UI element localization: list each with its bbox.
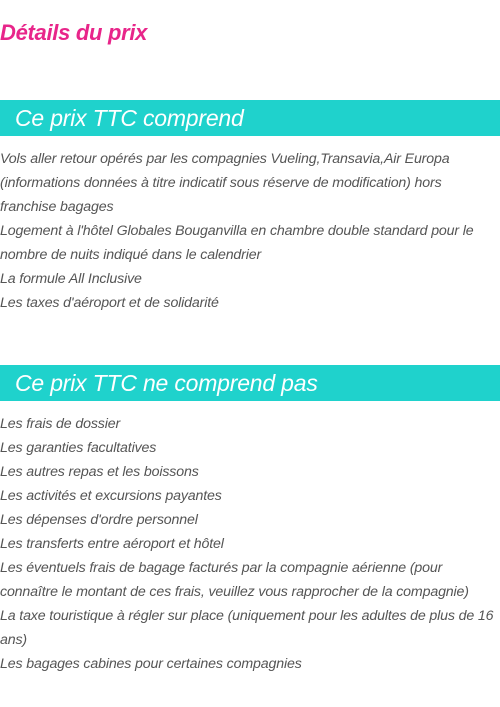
page-title: Détails du prix — [0, 20, 148, 45]
excluded-section-header: Ce prix TTC ne comprend pas — [0, 365, 500, 401]
included-list — [0, 147, 498, 315]
list-item: Les garanties facultatives — [0, 440, 157, 456]
included-section-header: Ce prix TTC comprend — [0, 100, 500, 136]
list-item: Les dépenses d'ordre personnel — [0, 512, 198, 528]
excluded-list — [0, 412, 498, 676]
list-item: Les transferts entre aéroport et hôtel — [0, 536, 224, 552]
list-item: Vols aller retour opérés par les compagnies Vueling,Transavia,Air Europa (informations données à titre indicatif sous réserve de modification) hors franchise bagages — [0, 151, 450, 215]
list-item: Les taxes d'aéroport et de solidarité — [0, 295, 219, 311]
list-item: Les éventuels frais de bagage facturés par la compagnie aérienne (pour connaître le montant de ces frais, veuillez vous rapprocher de la compagnie) — [0, 560, 469, 600]
list-item: La formule All Inclusive — [0, 271, 142, 287]
list-item: La taxe touristique à régler sur place (uniquement pour les adultes de plus de 16 ans) — [0, 608, 494, 648]
list-item: Les frais de dossier — [0, 416, 121, 432]
list-item: Les bagages cabines pour certaines compagnies — [0, 656, 302, 672]
list-item: Logement à l'hôtel Globales Bouganvilla en chambre double standard pour le nombre de nuits indiqué dans le calendrier — [0, 223, 474, 263]
list-item: Les activités et excursions payantes — [0, 488, 222, 504]
list-item: Les autres repas et les boissons — [0, 464, 199, 480]
